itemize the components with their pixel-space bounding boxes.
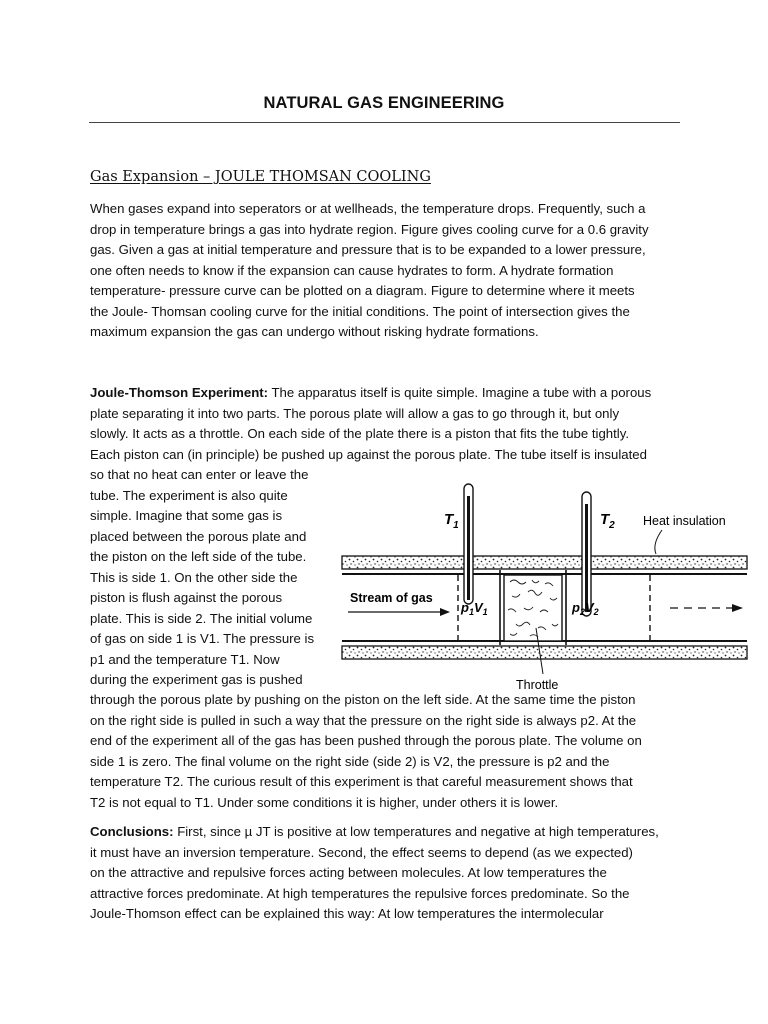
- text-line: [90, 822, 690, 843]
- text-line: temperature T2. The curious result of this experiment is that careful measurement shows that: [90, 774, 633, 789]
- text-line: piston is flush against the porous: [90, 590, 283, 605]
- text-line: so that no heat can enter or leave the: [90, 467, 309, 482]
- stream-of-gas-label: Stream of gas: [350, 591, 433, 605]
- page-title: NATURAL GAS ENGINEERING: [263, 94, 505, 112]
- text-line: plate. This is side 2. The initial volume: [90, 610, 313, 626]
- text-line: tube. The experiment is also quite: [90, 487, 288, 503]
- text-line: When gases expand into seperators or at wellheads, the temperature drops. Frequently, such a: [90, 201, 646, 216]
- heat-insulation-label: Heat insulation: [643, 514, 726, 528]
- conclusions-label: Conclusions:: [90, 824, 174, 839]
- text-fragment: First, since µ JT is positive at low temperatures and negative at high temperatures,: [173, 824, 659, 839]
- text-line: of gas on side 1 is V1. The pressure is: [90, 631, 315, 646]
- text-line: end of the experiment all of the gas has been pushed through the porous plate. The volume on: [90, 733, 642, 748]
- text-line: through the porous plate by pushing on the piston on the left side. At the same time the piston: [90, 692, 636, 707]
- text-line: This is side 1. On the other side the: [90, 569, 298, 585]
- text-line: maximum expansion the gas can undergo without risking hydrate formations.: [90, 324, 539, 339]
- text-line: simple. Imagine that some gas is: [90, 508, 283, 523]
- title-divider: [89, 122, 680, 123]
- text-line: attractive forces predominate. At high temperatures the repulsive forces predominate. So the: [90, 885, 630, 901]
- text-line: one often needs to know if the expansion can cause hydrates to form. A hydrate formation: [90, 262, 614, 278]
- p1v1-label: $p_1V_1$: [461, 600, 488, 617]
- text-line: it must have an inversion temperature. Second, the effect seems to depend (as we expected): [90, 844, 633, 860]
- text-line: during the experiment gas is pushed: [90, 672, 303, 687]
- outflow-arrow-head: [732, 604, 743, 612]
- text-line: T2 is not equal to T1. Under some conditions it is higher, under others it is lower.: [90, 794, 559, 810]
- text-line: plate separating it into two parts. The porous plate will allow a gas to go through it, but only: [90, 405, 620, 421]
- section-heading: Gas Expansion – JOULE THOMSAN COOLING: [90, 169, 431, 185]
- conclusions-paragraph: [90, 822, 690, 925]
- experiment-label: Joule-Thomson Experiment:: [90, 385, 269, 400]
- text-line: the piston on the left side of the tube.: [90, 549, 307, 564]
- text-fragment: The apparatus itself is quite simple. Imagine a tube with a porous: [268, 385, 652, 400]
- text-line: [90, 383, 685, 404]
- text-line: temperature- pressure curve can be plotted on a diagram. Figure to determine where it meets: [90, 283, 635, 298]
- experiment-continuation: [90, 690, 685, 813]
- text-line: gas. Given a gas at initial temperature and pressure that is to be expanded to a lower pressure,: [90, 242, 646, 257]
- text-line: the Joule- Thomsan cooling curve for the initial conditions. The point of intersection gives the: [90, 303, 630, 319]
- apparatus-diagram: [340, 478, 765, 698]
- joule-thomson-apparatus-figure: [340, 478, 765, 698]
- p2v2-label: $p_2V_2$: [572, 600, 599, 617]
- heat-insulation-leader: [655, 530, 662, 554]
- porous-plug: [504, 575, 562, 641]
- top-insulation-band: [342, 556, 747, 569]
- bottom-insulation-band: [342, 646, 747, 659]
- text-line: on the attractive and repulsive forces acting between molecules. At low temperatures the: [90, 865, 607, 880]
- text-line: Joule-Thomson effect can be explained this way: At low temperatures the intermolecular: [90, 906, 604, 921]
- text-line: p1 and the temperature T1. Now: [90, 651, 280, 667]
- text-line: drop in temperature brings a gas into hydrate region. Figure gives cooling curve for a 0.6 gravity: [90, 221, 649, 237]
- stream-arrow-head: [440, 608, 450, 616]
- text-line: slowly. It acts as a throttle. On each side of the plate there is a piston that fits the tube tightly.: [90, 426, 630, 441]
- text-line: Each piston can (in principle) be pushed up against the porous plate. The tube itself is insulated: [90, 446, 647, 462]
- experiment-paragraph: [90, 383, 685, 465]
- t2-label: $T_2$: [600, 511, 615, 531]
- text-line: side 1 is zero. The final volume on the right side (side 2) is V2, the pressure is p2 and the: [90, 753, 610, 769]
- throttle-label: Throttle: [516, 678, 559, 692]
- text-line: on the right side is pulled in such a way that the pressure on the right side is always p2. At the: [90, 712, 637, 728]
- text-line: placed between the porous plate and: [90, 528, 307, 544]
- t1-label: $T_1$: [444, 511, 459, 531]
- intro-paragraph: [90, 199, 680, 343]
- experiment-wrap-text: [90, 465, 340, 691]
